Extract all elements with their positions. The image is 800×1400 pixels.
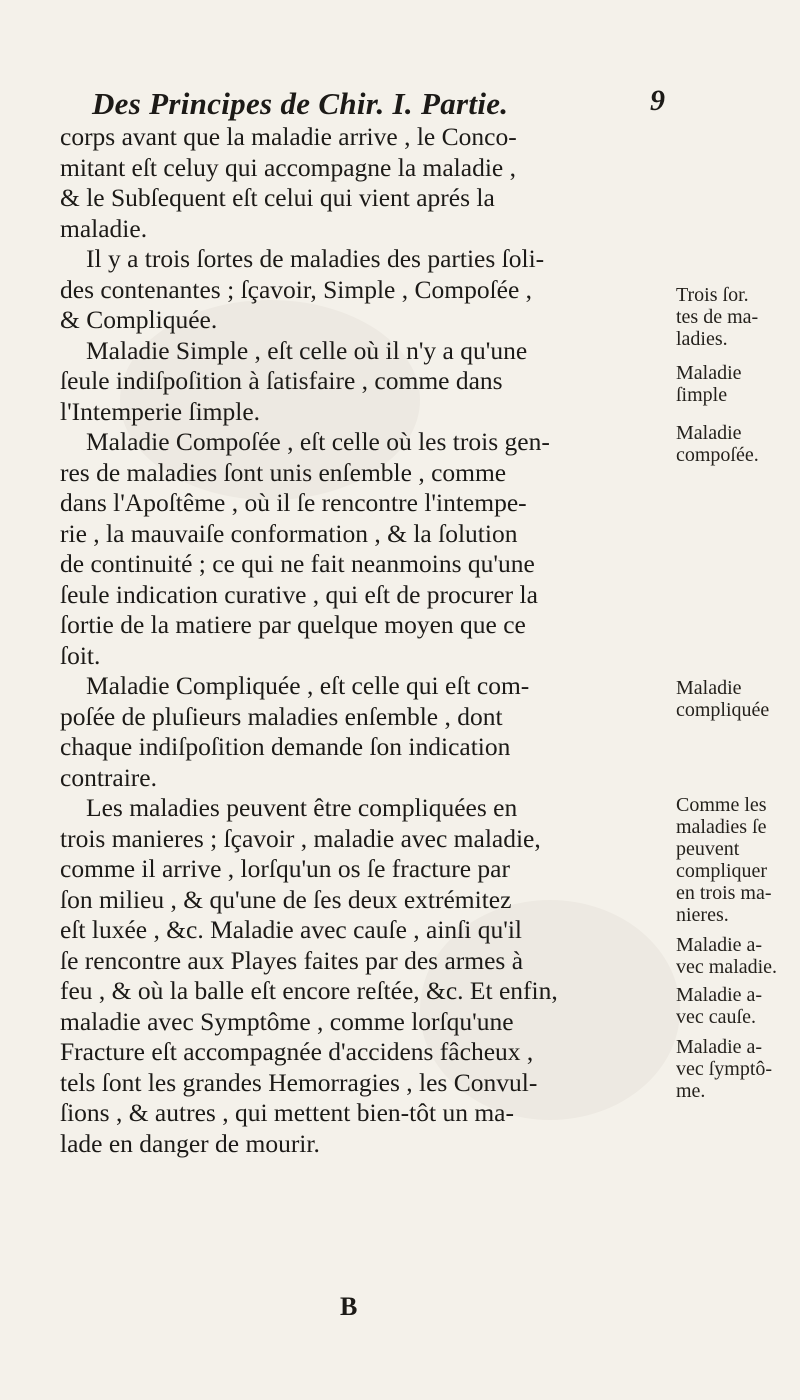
text-line: maladie. (60, 213, 148, 243)
margin-note (676, 677, 798, 721)
text-line: des contenantes ; ſçavoir, Simple , Compoſée , (60, 274, 533, 304)
text-line: Fracture eſt accompagnée d'accidens fâcheux , (60, 1037, 534, 1066)
text-line: Maladie Compoſée , eſt celle où les trois gen- (86, 427, 550, 456)
margin-note-line: vec cauſe. (676, 1006, 756, 1028)
margin-note (676, 794, 798, 926)
text-line: ſions , & autres , qui mettent bien-tôt un ma- (60, 1098, 514, 1127)
text-line: de continuité ; ce qui ne fait neanmoins qu'une (60, 549, 535, 578)
page-number: 9 (650, 84, 665, 117)
text-line: tels ſont les grandes Hemorragies , les Convul- (60, 1067, 538, 1097)
margin-note (676, 362, 798, 406)
text-line: lade en danger de mourir. (60, 1128, 320, 1158)
margin-note-line: vec ſymptô- (676, 1058, 773, 1080)
margin-note-line: compliquée (676, 699, 770, 721)
margin-note-line: Maladie (676, 362, 742, 384)
margin-note-line: Maladie (676, 677, 742, 699)
margin-note-line: Maladie (676, 422, 742, 444)
margin-note-line: Maladie a- (676, 1036, 763, 1058)
text-line: feu , & où la balle eſt encore reſtée, &c. Et enfin, (60, 976, 558, 1005)
text-line: Maladie Simple , eſt celle où il n'y a qu'une (86, 335, 528, 365)
margin-note (676, 422, 798, 466)
text-line: l'Intemperie ſimple. (60, 396, 261, 426)
text-line: Maladie Compliquée , eſt celle qui eſt com- (86, 671, 530, 700)
text-line: eſt luxée , &c. Maladie avec cauſe , ainſi qu'il (60, 915, 522, 944)
signature-mark: B (340, 1292, 358, 1321)
text-line: res de maladies ſont unis enſemble , comme (60, 457, 507, 487)
margin-note-line: ladies. (676, 328, 728, 350)
margin-note-line: Comme les (676, 794, 767, 816)
margin-note (676, 934, 798, 978)
margin-note-line: tes de ma- (676, 306, 759, 328)
text-line: comme il arrive , lorſqu'un os ſe fracture par (60, 854, 510, 883)
text-line: contraire. (60, 762, 157, 792)
text-line: & le Subſequent eſt celui qui vient aprés la (60, 183, 495, 212)
text-line: chaque indiſpoſition demande ſon indication (60, 732, 511, 761)
margin-note-line: maladies ſe (676, 816, 767, 838)
text-line: maladie avec Symptôme , comme lorſqu'une (60, 1006, 514, 1036)
margin-note-line: Maladie a- (676, 934, 763, 956)
text-line: ſon milieu , & qu'une de ſes deux extrémitez (60, 884, 512, 914)
text-line: & Compliquée. (60, 305, 218, 334)
margin-note (676, 984, 798, 1028)
margin-note-line: Trois ſor. (676, 284, 749, 306)
margin-note-line: Maladie a- (676, 984, 763, 1006)
margin-note-line: nieres. (676, 904, 729, 926)
margin-note-line: peuvent (676, 838, 740, 860)
margin-note-line: vec maladie. (676, 956, 778, 978)
text-line: ſeule indiſpoſition à ſatisfaire , comme dans (60, 366, 503, 395)
margin-note-line: me. (676, 1080, 706, 1102)
text-line: trois manieres ; ſçavoir , maladie avec maladie, (60, 823, 541, 853)
text-line: ſoit. (60, 640, 101, 670)
margin-note (676, 1036, 798, 1102)
text-line: ſe rencontre aux Playes faites par des armes à (60, 945, 524, 975)
body-text (60, 122, 660, 1159)
text-line: dans l'Apoſtême , où il ſe rencontre l'intempe- (60, 488, 527, 517)
text-line: mitant eſt celuy qui accompagne la maladie , (60, 152, 516, 182)
margin-note-line: compoſée. (676, 444, 759, 466)
text-line: Les maladies peuvent être compliquées en (86, 793, 518, 822)
text-line: ſeule indication curative , qui eſt de procurer la (60, 579, 538, 609)
text-line: poſée de pluſieurs maladies enſemble , dont (60, 701, 503, 731)
running-title: Des Principes de Chir. I. Partie. (92, 86, 509, 121)
margin-note-line: compliquer (676, 860, 768, 882)
margin-note-line: ſimple (676, 384, 728, 406)
text-line: corps avant que la maladie arrive , le Conco- (60, 122, 517, 151)
margin-note-line: en trois ma- (676, 882, 772, 904)
text-line: ſortie de la matiere par quelque moyen que ce (60, 610, 526, 639)
text-line: Il y a trois ſortes de maladies des parties ſoli- (86, 244, 545, 273)
text-line: rie , la mauvaiſe conformation , & la ſolution (60, 518, 518, 548)
margin-note (676, 284, 798, 350)
